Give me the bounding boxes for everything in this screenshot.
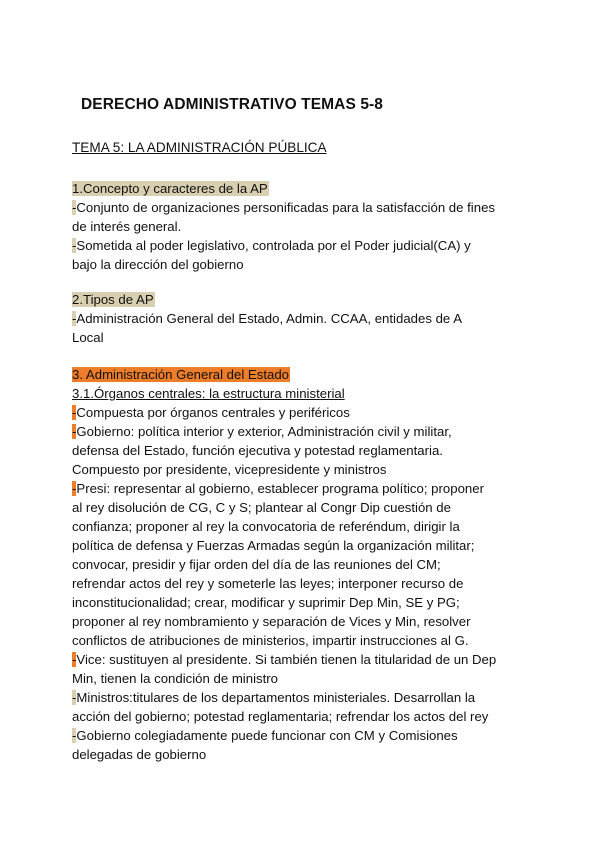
section-heading: 1.Concepto y caracteres de la AP bbox=[72, 181, 268, 196]
list-item-line: -Presi: representar al gobierno, establecer programa político; proponer bbox=[72, 481, 484, 496]
section-tipos bbox=[72, 290, 532, 347]
list-item-line: Min, tienen la condición de ministro bbox=[72, 671, 278, 686]
list-item-line: -Compuesta por órganos centrales y periféricos bbox=[72, 405, 350, 420]
list-item-line: confianza; proponer al rey la convocatoria de referéndum, dirigir la bbox=[72, 519, 460, 534]
list-item-line: política de defensa y Fuerzas Armadas según la organización militar; bbox=[72, 538, 475, 553]
list-item-line: -Sometida al poder legislativo, controlada por el Poder judicial(CA) y bbox=[72, 238, 471, 253]
bullet-dash: - bbox=[72, 652, 77, 667]
list-item-line: -Ministros:titulares de los departamentos ministeriales. Desarrollan la bbox=[72, 690, 476, 705]
section-concepto bbox=[72, 179, 532, 274]
bullet-dash: - bbox=[72, 690, 77, 705]
bullet-dash: - bbox=[72, 405, 77, 420]
list-item-line: inconstitucionalidad; crear, modificar y suprimir Dep Min, SE y PG; bbox=[72, 595, 460, 610]
subsection-heading: 3.1.Órganos centrales: la estructura ministerial bbox=[72, 386, 345, 401]
bullet-dash: - bbox=[72, 200, 77, 215]
list-item-line: acción del gobierno; potestad reglamentaria; refrendar los actos del rey bbox=[72, 709, 489, 724]
list-item-line: bajo la dirección del gobierno bbox=[72, 257, 244, 272]
bullet-dash: - bbox=[72, 728, 77, 743]
list-item-line: de interés general. bbox=[72, 219, 182, 234]
bullet-dash: - bbox=[72, 238, 77, 253]
list-item-line: al rey disolución de CG, C y S; plantear al Congr Dip cuestión de bbox=[72, 500, 451, 515]
section-heading: 2.Tipos de AP bbox=[72, 292, 154, 307]
list-item-line: -Vice: sustituyen al presidente. Si también tienen la titularidad de un Dep bbox=[72, 652, 497, 667]
tema-heading: TEMA 5: LA ADMINISTRACIÓN PÚBLICA bbox=[72, 140, 327, 155]
list-item-line: Local bbox=[72, 330, 104, 345]
list-item-line: conflictos de atribuciones de ministerios, impartir instrucciones al G. bbox=[72, 633, 469, 648]
bullet-dash: - bbox=[72, 424, 77, 439]
section-heading: 3. Administración General del Estado bbox=[72, 367, 289, 382]
list-item-line: refrendar actos del rey y someterle las leyes; interponer recurso de bbox=[72, 576, 464, 591]
document-title: DERECHO ADMINISTRATIVO TEMAS 5-8 bbox=[81, 96, 384, 113]
bullet-dash: - bbox=[72, 481, 77, 496]
list-item-line: delegadas de gobierno bbox=[72, 747, 207, 762]
bullet-dash: - bbox=[72, 311, 77, 326]
list-item-line: Compuesto por presidente, vicepresidente y ministros bbox=[72, 462, 387, 477]
list-item-line: proponer al rey nombramiento y separación de Vices y Min, resolver bbox=[72, 614, 471, 629]
list-item-line: -Conjunto de organizaciones personificadas para la satisfacción de fines bbox=[72, 200, 495, 215]
list-item-line: -Gobierno: política interior y exterior, Administración civil y militar, bbox=[72, 424, 452, 439]
section-age bbox=[72, 365, 532, 764]
list-item-line: -Gobierno colegiadamente puede funcionar con CM y Comisiones bbox=[72, 728, 458, 743]
list-item-line: -Administración General del Estado, Admin. CCAA, entidades de A bbox=[72, 311, 462, 326]
list-item-line: defensa del Estado, función ejecutiva y potestad reglamentaria. bbox=[72, 443, 443, 458]
list-item-line: convocar, presidir y fijar orden del día de las reuniones del CM; bbox=[72, 557, 441, 572]
